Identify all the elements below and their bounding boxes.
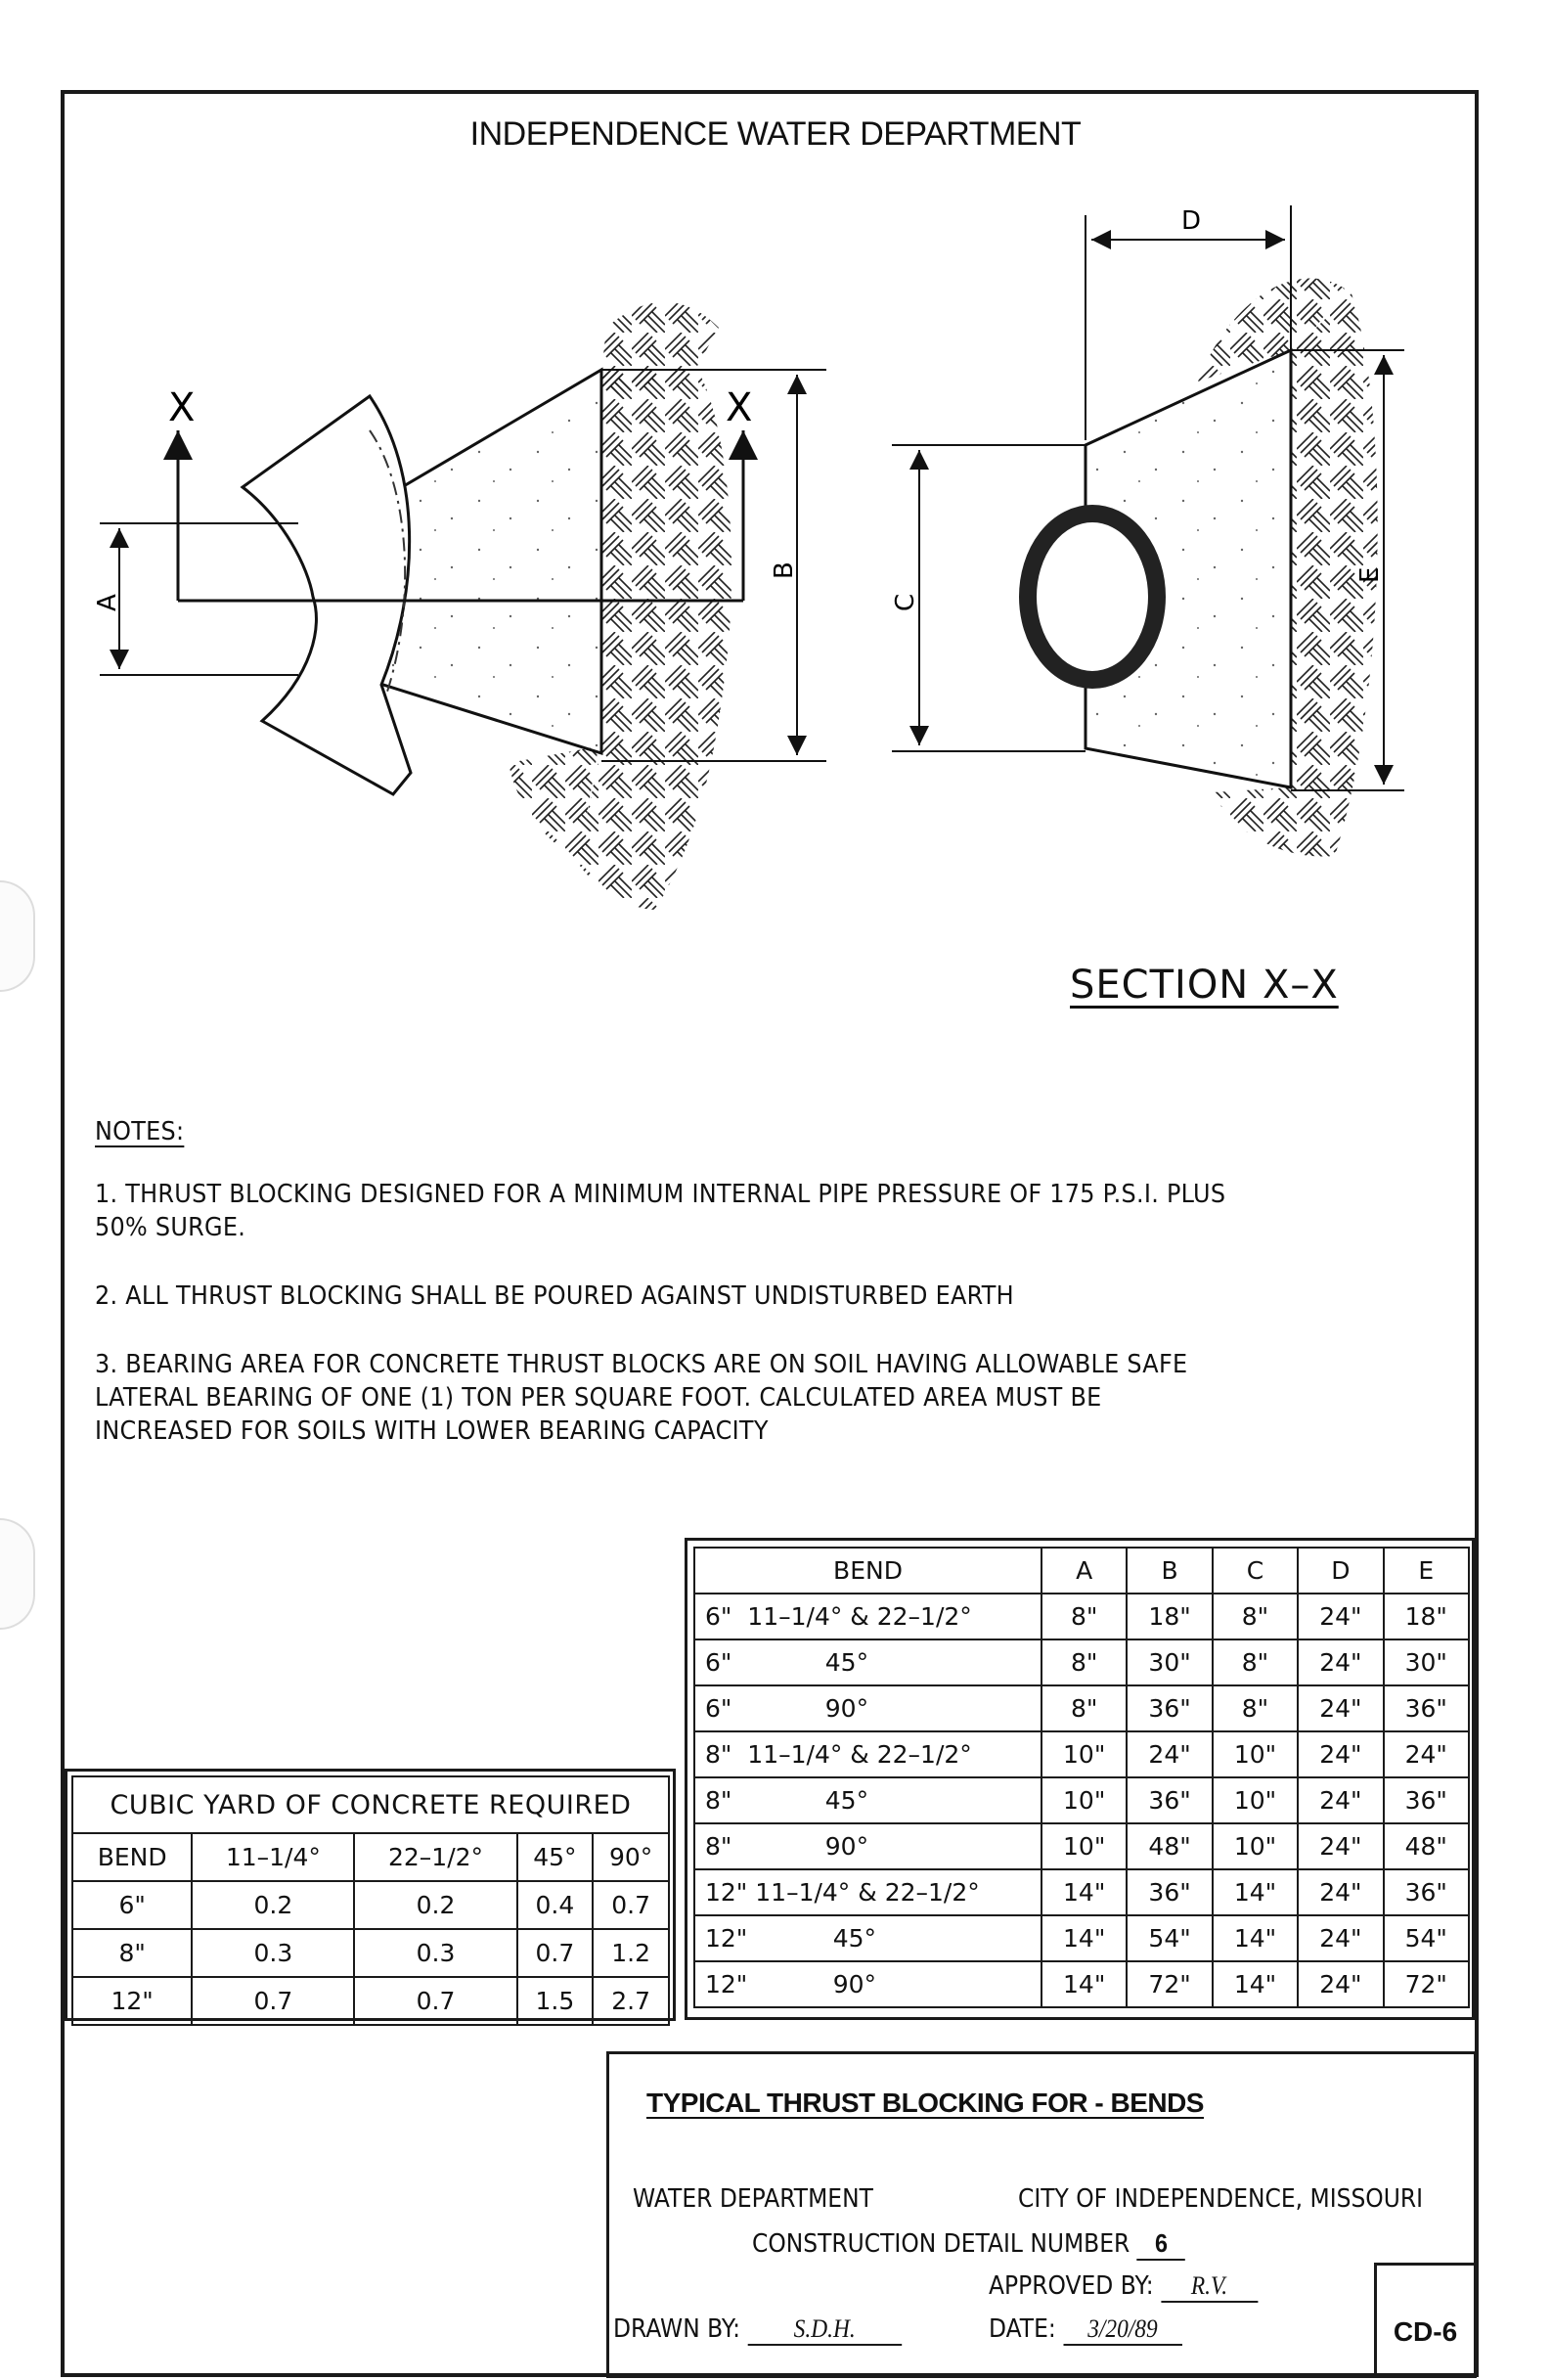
table-row: [694, 1685, 1469, 1731]
bend-cell: 12" 90°: [694, 1961, 1041, 2007]
pipe-bend: [243, 396, 411, 794]
table-row: [72, 1929, 669, 1977]
dimension-cell: 24": [1298, 1823, 1383, 1869]
drawn-by-value: S.D.H.: [747, 2314, 901, 2346]
city-label: CITY OF INDEPENDENCE, MISSOURI: [1018, 2184, 1424, 2214]
dimension-cell: 10": [1041, 1731, 1127, 1777]
dimension-cell: 14": [1213, 1915, 1298, 1961]
dimension-cell: 24": [1298, 1961, 1383, 2007]
date-line: [989, 2314, 1182, 2346]
dimension-cell: 36": [1127, 1685, 1212, 1731]
bend-cell: 8" 45°: [694, 1777, 1041, 1823]
table-row: [694, 1961, 1469, 2007]
concrete-table: [65, 1769, 676, 2021]
dimension-cell: 14": [1213, 1961, 1298, 2007]
dimension-cell: 48": [1384, 1823, 1469, 1869]
dimension-cell: 8": [1213, 1639, 1298, 1685]
page-title: INDEPENDENCE WATER DEPARTMENT: [469, 115, 1082, 153]
volume-cell: 0.2: [354, 1881, 516, 1929]
dimension-cell: 36": [1384, 1777, 1469, 1823]
table-header-row: [694, 1548, 1469, 1594]
table-row: [72, 1881, 669, 1929]
dimension-table: [685, 1538, 1475, 2020]
dimension-cell: 8": [1041, 1685, 1127, 1731]
dimension-cell: 48": [1127, 1823, 1212, 1869]
header-90: 90°: [593, 1833, 669, 1881]
bend-cell: 6" 11–1/4° & 22–1/2°: [694, 1594, 1041, 1639]
volume-cell: 0.7: [354, 1977, 516, 2025]
drawn-label: DRAWN BY:: [613, 2314, 740, 2344]
table-row: [694, 1823, 1469, 1869]
note-1: 1. THRUST BLOCKING DESIGNED FOR A MINIMUM INTERNAL PIPE PRESSURE OF 175 P.S.I. PLUS 50% SURGE.: [95, 1180, 1226, 1242]
note-3: 3. BEARING AREA FOR CONCRETE THRUST BLOCKS ARE ON SOIL HAVING ALLOWABLE SAFE LATERAL BEARING OF ONE (1) TON PER SQUARE FOOT. CALCULATED AREA MUST BE INCREASED FOR SOILS WITH LOWER BEARING CAPACITY: [95, 1350, 1188, 1446]
note-2: 2. ALL THRUST BLOCKING SHALL BE POURED AGAINST UNDISTURBED EARTH: [95, 1281, 1014, 1311]
dimension-cell: 36": [1127, 1777, 1212, 1823]
bend-cell: 6" 90°: [694, 1685, 1041, 1731]
bend-cell: 12" 45°: [694, 1915, 1041, 1961]
approved-label: APPROVED BY:: [989, 2271, 1154, 2301]
dim-e-label: E: [1355, 566, 1385, 583]
table-header-row: [72, 1833, 669, 1881]
bend-cell: 6": [72, 1881, 192, 1929]
header-c: C: [1213, 1548, 1298, 1594]
volume-cell: 0.7: [192, 1977, 354, 2025]
title-block: [606, 2051, 1477, 2378]
x-label-right: X: [726, 385, 753, 430]
dimension-cell: 8": [1041, 1594, 1127, 1639]
volume-cell: 0.4: [517, 1881, 594, 1929]
header-bend: BEND: [72, 1833, 192, 1881]
volume-cell: 1.5: [517, 1977, 594, 2025]
plan-view: [93, 302, 826, 910]
approved-line: [989, 2271, 1258, 2303]
dimension-cell: 24": [1298, 1639, 1383, 1685]
dimension-cell: 10": [1213, 1777, 1298, 1823]
dimension-cell: 10": [1041, 1823, 1127, 1869]
dim-c-label: C: [891, 593, 920, 611]
dimension-cell: 30": [1384, 1639, 1469, 1685]
table-row: [694, 1777, 1469, 1823]
bend-cell: 8" 11–1/4° & 22–1/2°: [694, 1731, 1041, 1777]
dimension-cell: 24": [1298, 1594, 1383, 1639]
dimension-cell: 14": [1041, 1869, 1127, 1915]
pipe-section: [1028, 514, 1157, 680]
volume-cell: 2.7: [593, 1977, 669, 2025]
department-label: WATER DEPARTMENT: [633, 2184, 873, 2214]
header-e: E: [1384, 1548, 1469, 1594]
dim-d-label: D: [1181, 206, 1202, 236]
bend-cell: 6" 45°: [694, 1639, 1041, 1685]
dimension-cell: 24": [1298, 1915, 1383, 1961]
dimension-cell: 8": [1213, 1594, 1298, 1639]
dimension-cell: 18": [1384, 1594, 1469, 1639]
table-row: [694, 1869, 1469, 1915]
dimension-cell: 10": [1041, 1777, 1127, 1823]
dim-b-label: B: [770, 561, 799, 579]
dimension-cell: 72": [1127, 1961, 1212, 2007]
section-label: SECTION X–X: [1070, 963, 1339, 1008]
dimension-cell: 10": [1213, 1823, 1298, 1869]
x-label-left: X: [168, 385, 196, 430]
dimension-cell: 54": [1384, 1915, 1469, 1961]
header-11-quarter: 11–1/4°: [192, 1833, 354, 1881]
header-bend: BEND: [694, 1548, 1041, 1594]
dimension-cell: 72": [1384, 1961, 1469, 2007]
dimension-cell: 24": [1127, 1731, 1212, 1777]
dimension-cell: 36": [1127, 1869, 1212, 1915]
dimension-cell: 36": [1384, 1869, 1469, 1915]
table-row: [694, 1594, 1469, 1639]
detail-number-value: 6: [1137, 2228, 1186, 2261]
volume-cell: 1.2: [593, 1929, 669, 1977]
dimension-cell: 18": [1127, 1594, 1212, 1639]
bend-cell: 8": [72, 1929, 192, 1977]
drawn-line: [613, 2314, 902, 2346]
dimension-cell: 14": [1041, 1915, 1127, 1961]
table-row: [694, 1731, 1469, 1777]
notes: [95, 1115, 1228, 1483]
dimension-cell: 10": [1213, 1731, 1298, 1777]
dim-a-label: A: [93, 594, 122, 611]
dimension-cell: 54": [1127, 1915, 1212, 1961]
table-row: [694, 1915, 1469, 1961]
drawing-code: CD-6: [1393, 2316, 1458, 2347]
volume-cell: 0.3: [192, 1929, 354, 1977]
dimension-cell: 14": [1041, 1961, 1127, 2007]
header-d: D: [1298, 1548, 1383, 1594]
volume-cell: 0.3: [354, 1929, 516, 1977]
dimension-cell: 14": [1213, 1869, 1298, 1915]
header-22-half: 22–1/2°: [354, 1833, 516, 1881]
notes-heading: NOTES:: [95, 1117, 185, 1146]
table-row: [72, 1977, 669, 2025]
volume-cell: 0.2: [192, 1881, 354, 1929]
dimension-cell: 8": [1213, 1685, 1298, 1731]
volume-cell: 0.7: [593, 1881, 669, 1929]
dimension-cell: 30": [1127, 1639, 1212, 1685]
date-value: 3/20/89: [1063, 2314, 1182, 2346]
dimension-cell: 24": [1298, 1685, 1383, 1731]
header-45: 45°: [517, 1833, 594, 1881]
drawing-title: TYPICAL THRUST BLOCKING FOR - BENDS: [646, 2088, 1204, 2118]
date-label: DATE:: [989, 2314, 1056, 2344]
bend-cell: 8" 90°: [694, 1823, 1041, 1869]
drawing-code-box: [1374, 2263, 1477, 2378]
approved-by-value: R.V.: [1161, 2271, 1258, 2303]
dimension-cell: 36": [1384, 1685, 1469, 1731]
bend-cell: 12": [72, 1977, 192, 2025]
dimension-cell: 8": [1041, 1639, 1127, 1685]
dimension-cell: 24": [1298, 1777, 1383, 1823]
detail-number-label: CONSTRUCTION DETAIL NUMBER: [752, 2229, 1130, 2259]
header-a: A: [1041, 1548, 1127, 1594]
dimension-cell: 24": [1298, 1731, 1383, 1777]
dimension-cell: 24": [1384, 1731, 1469, 1777]
bend-cell: 12" 11–1/4° & 22–1/2°: [694, 1869, 1041, 1915]
detail-number-line: [752, 2228, 1185, 2261]
volume-cell: 0.7: [517, 1929, 594, 1977]
section-view: [891, 205, 1404, 857]
table-row: [694, 1639, 1469, 1685]
header-b: B: [1127, 1548, 1212, 1594]
concrete-table-title: CUBIC YARD OF CONCRETE REQUIRED: [72, 1776, 669, 1833]
dimension-cell: 24": [1298, 1869, 1383, 1915]
